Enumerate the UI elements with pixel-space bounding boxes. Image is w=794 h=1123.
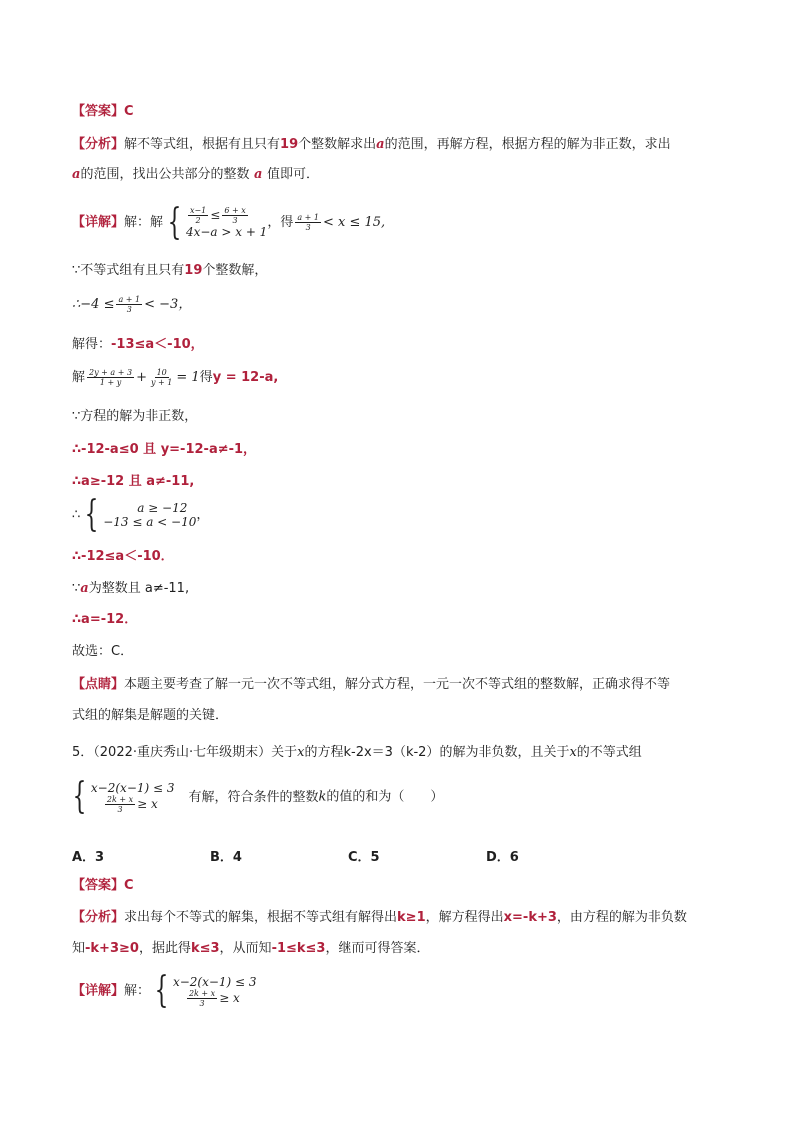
analysis-text: 个整数解求出: [298, 137, 377, 152]
step-2: ∴−4 ≤ $\frac{a + 1}{3}$ < −3，: [72, 295, 192, 314]
analysis-tag: 【分析】: [72, 137, 125, 152]
step-6: ∴-12-a≤0 且 y=-12-a≠-1，: [72, 442, 257, 457]
analysis-2-line-1: 【分析】求出每个不等式的解集，根据不等式组有解得出k≥1，解方程得出x=-k+3，由方程的解为非负数: [72, 910, 687, 925]
step-9: ∴-12≤a＜-10．: [72, 549, 174, 564]
step-3: 解得：-13≤a＜-10，: [72, 337, 204, 352]
step-10: ∵a为整数且 a≠-11,: [72, 581, 190, 596]
choice-c[interactable]: C．5: [348, 850, 380, 865]
analysis-line-2: a的范围，找出公共部分的整数 a 值即可．: [72, 167, 319, 182]
comment-line-1: 【点睛】本题主要考查了解一元一次不等式组，解分式方程，一元一次不等式组的整数解，正确求得不等: [72, 677, 671, 692]
inequality-system-1: $\frac{x-1}{2}$ ≤ $\frac{6 + x}{3}$ 4x−a > x + 1: [185, 206, 268, 239]
answer-tag: 【答案】: [72, 104, 125, 119]
answer-line-2: 【答案】C: [72, 878, 134, 893]
comment-line-2: 式组的解集是解题的关键．: [72, 708, 229, 723]
detail-text: ，得: [267, 215, 294, 230]
step-11: ∴a=-12．: [72, 612, 138, 627]
choice-d[interactable]: D．6: [486, 850, 519, 865]
choice-b[interactable]: B．4: [210, 850, 242, 865]
detail-text: 解：解: [124, 215, 164, 230]
comment-tag: 【点睛】: [72, 677, 125, 692]
choice-a[interactable]: A．3: [72, 850, 105, 865]
analysis-text: 解不等式组，根据有且只有: [124, 137, 281, 152]
step-4: 解 $\frac{2y + a + 3}{1 + y}$ + $\frac{10}{y + 1}$ = 1得y = 12-a,: [72, 368, 279, 387]
question-5-line-2: { x−2(x−1) ≤ 3 $\frac{2k + x}{3}$ ≥ x 有解，符合条件的整数k的值的和为（ ）: [72, 776, 444, 817]
analysis-text: 值即可．: [266, 167, 319, 182]
step-7: ∴a≥-12 且 a≠-11,: [72, 474, 195, 489]
step-5: ∵方程的解为非正数，: [72, 409, 198, 424]
detail-line: 【详解】解：解 { $\frac{x-1}{2}$ ≤ $\frac{6 + x}{3}$ 4x−a > x + 1 ，得 $\frac{a + 1}{3}$ < x ≤ 15,: [72, 201, 386, 243]
analysis-text: 的范围，再解方程，根据方程的解为非正数，求出: [384, 137, 671, 152]
step-1: ∵不等式组有且只有19个整数解，: [72, 263, 268, 278]
answer-value: C: [124, 104, 134, 119]
answer-line: [72, 103, 134, 121]
detail-2-line: 【详解】解： { x−2(x−1) ≤ 3 $\frac{2k + x}{3}$ ≥ x: [72, 970, 257, 1011]
analysis-line-1: 【分析】解不等式组，根据有且只有19个整数解求出a的范围，再解方程，根据方程的解为非正数，求出: [72, 137, 671, 152]
analysis-number: 19: [280, 137, 299, 152]
step-8: ∴ { a ≥ −12 −13 ≤ a < −10 ，: [72, 494, 210, 535]
detail-tag: 【详解】: [72, 215, 125, 230]
inequality-system-2: a ≥ −12 −13 ≤ a < −10: [103, 501, 197, 529]
question-5-line-1: 5．（2022·重庆秀山·七年级期末）关于x的方程k-2x＝3（k-2）的解为非负数，且关于x的不等式组: [72, 745, 642, 760]
question-5-system: x−2(x−1) ≤ 3 $\frac{2k + x}{3}$ ≥ x: [90, 780, 175, 814]
choose-line: 故选：C．: [72, 644, 134, 659]
analysis-text: 的范围，找出公共部分的整数: [80, 167, 250, 182]
detail-2-system: x−2(x−1) ≤ 3 $\frac{2k + x}{3}$ ≥ x: [172, 974, 257, 1008]
analysis-2-line-2: 知-k+3≥0，据此得k≤3，从而知-1≤k≤3，继而可得答案．: [72, 941, 430, 956]
